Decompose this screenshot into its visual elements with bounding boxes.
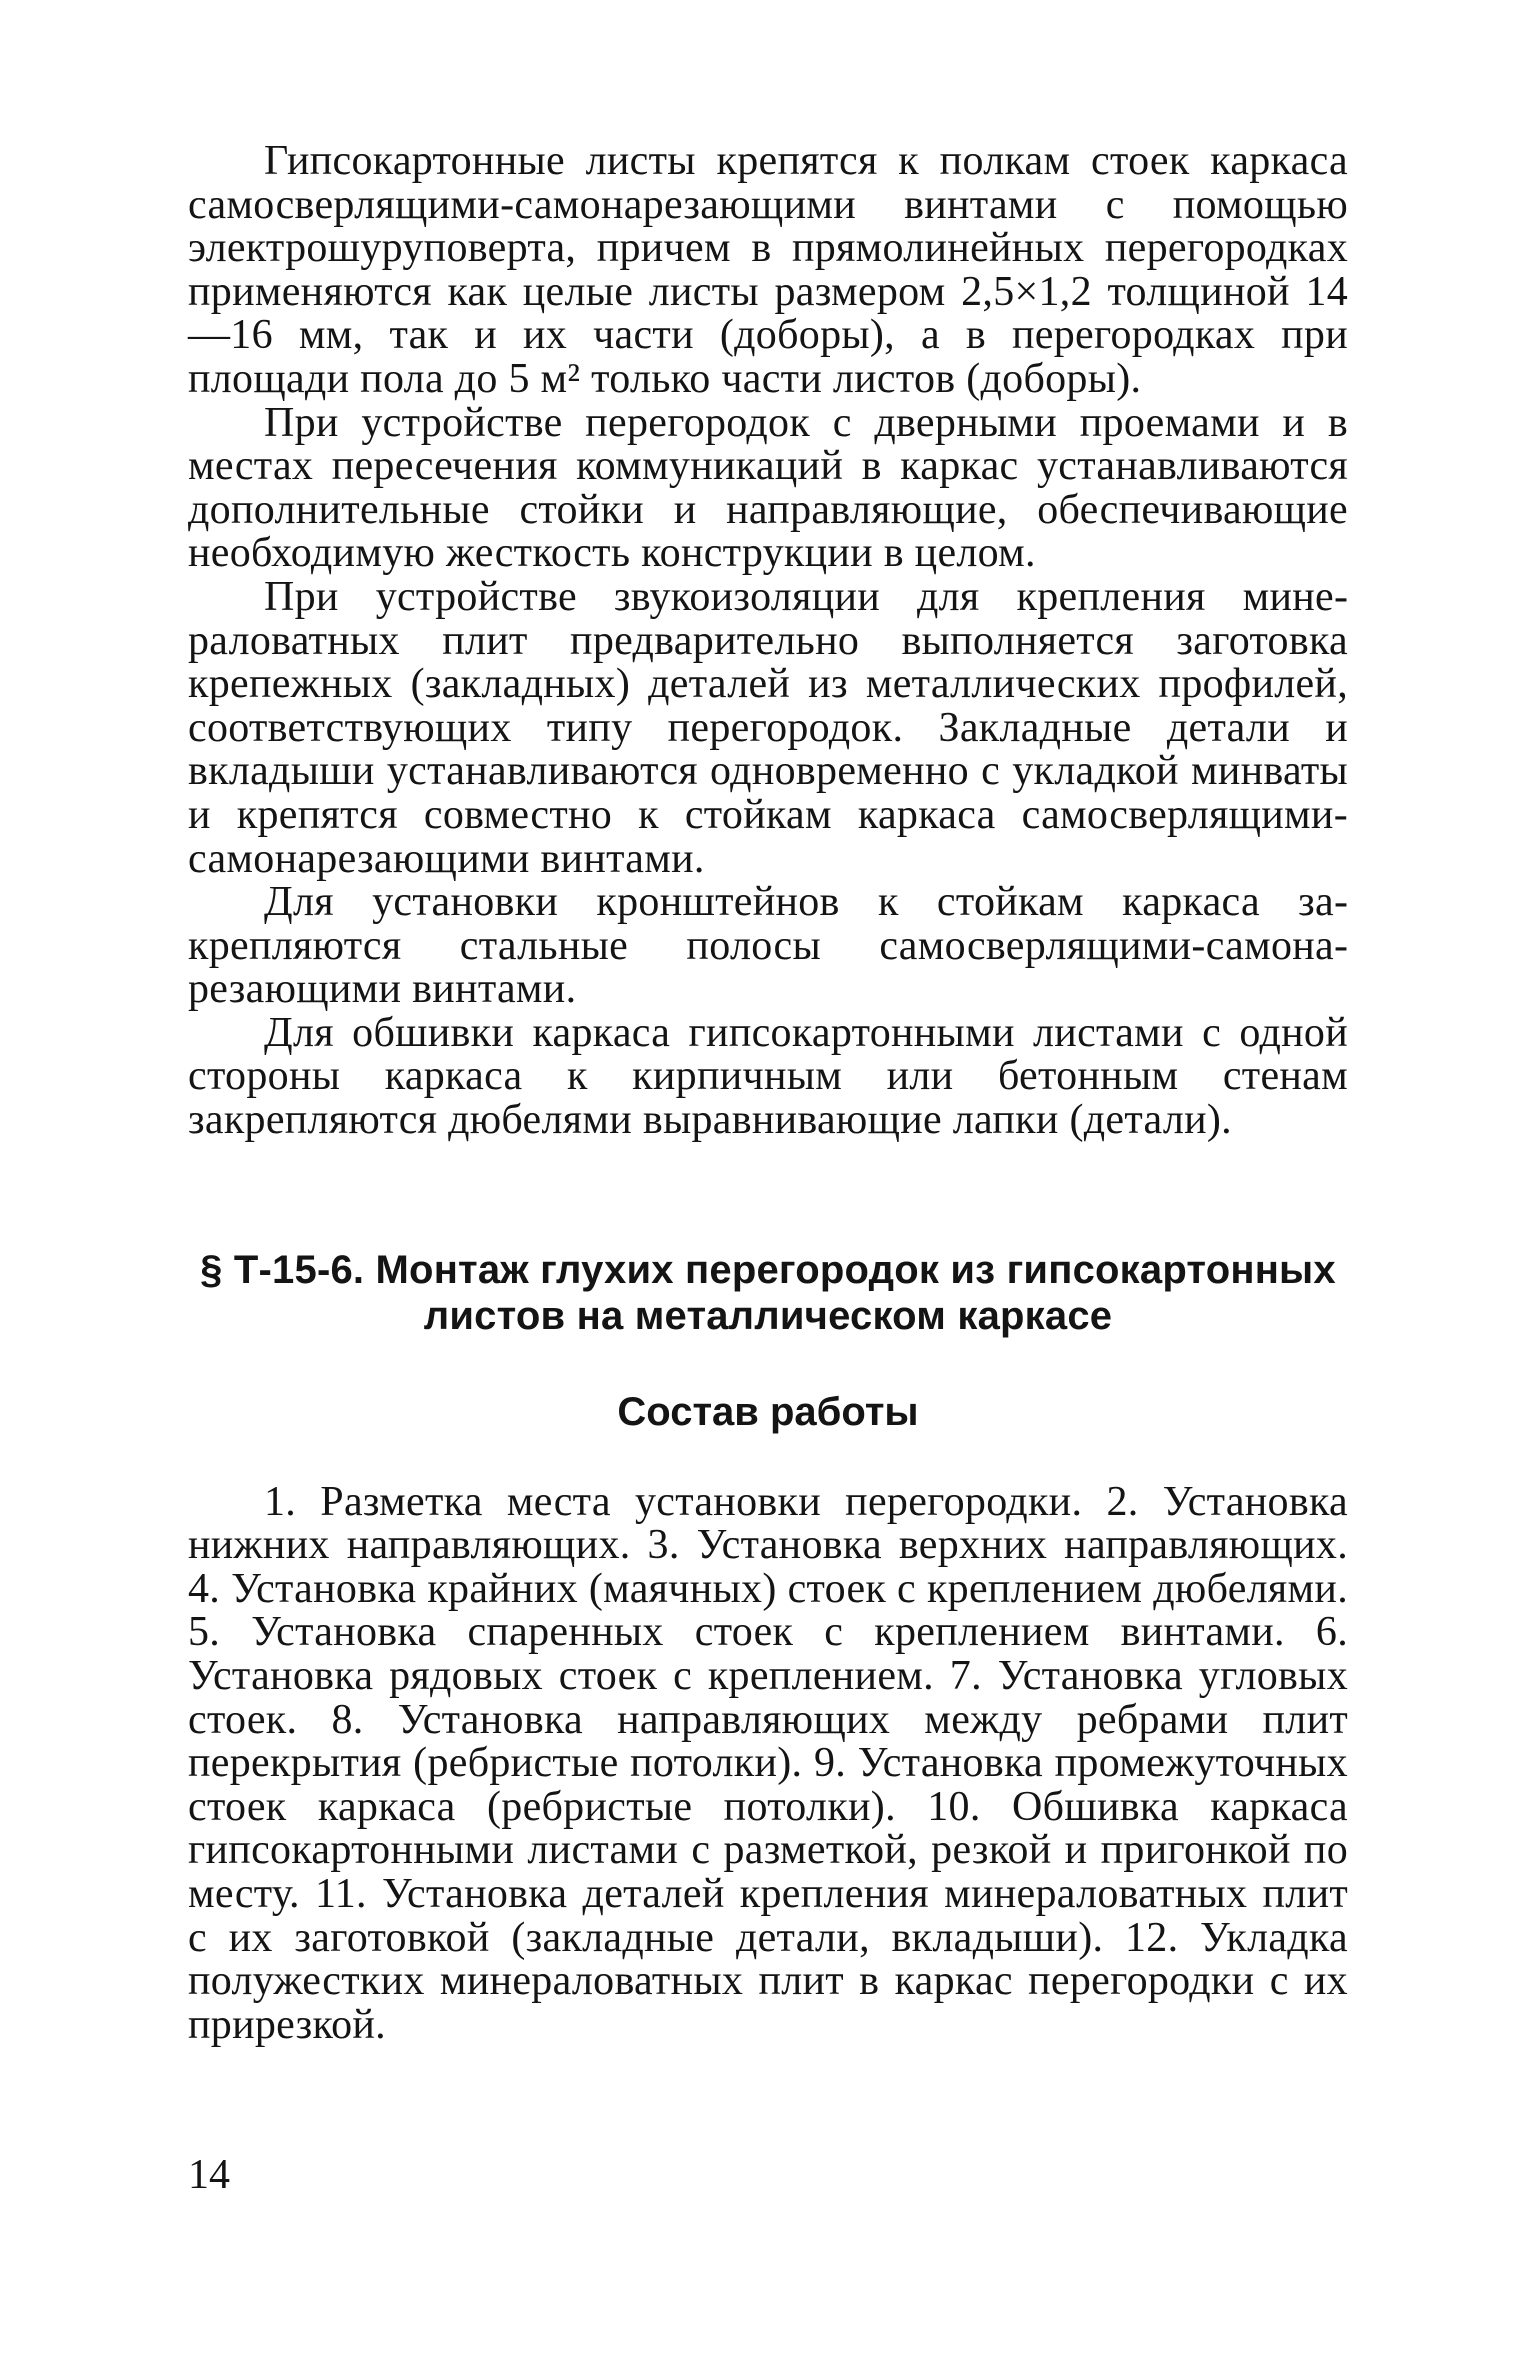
paragraph-brackets: Для установки кронштейнов к стойкам каркаса закрепляются стальные полосы самосверлящими-самонарезающими винтами. xyxy=(188,879,1348,1013)
paragraph-drywall-fastening: Гипсокартонные листы крепятся к полкам стоек каркаса самосверлящими-самонарезающими винтами с помощью электрошуруповерта, причем в прямолинейных перегородках применяются как целые листы размером 2,5×1,2 толщиной 14—16 мм, так и их части (доборы), а в перегородках при площади пола до 5 м² только части листов (доборы). xyxy=(188,138,1348,402)
page-number: 14 xyxy=(188,2152,230,2198)
document-page xyxy=(188,140,1348,2047)
paragraph-sound-insulation: При устройстве звукоизоляции для крепления минераловатных плит предварительно выполняется заготовка крепежных (закладных) деталей из металлических профилей, соответствующих типу перегородок. Закладные детали и вкладыши устанавливаются одновременно с укладкой минваты и крепятся совместно к стойкам каркаса самосверлящими-самонарезающими винтами. xyxy=(188,573,1348,882)
paragraph-sheathing: Для обшивки каркаса гипсокартонными листами с одной стороны каркаса к кирпичным или бетонным стенам закрепляются дюбелями выравнивающие лапки (детали). xyxy=(188,1009,1348,1144)
paragraph-door-openings: При устройстве перегородок с дверными проемами и в местах пересечения коммуникаций в каркас устанавливаются дополнительные стойки и направляющие, обеспечивающие необходимую жесткость конструкции в целом. xyxy=(188,399,1348,577)
section-heading-line-1: § Т-15-6. Монтаж глухих перегородок из гипсокартонных xyxy=(200,1247,1336,1292)
section-heading-line-2: листов на металлическом каркасе xyxy=(423,1293,1113,1338)
section-heading xyxy=(188,1247,1348,1339)
work-composition-list: 1. Разметка места установки перегородки. 2. Установка нижних направляющих. 3. Установка верхних направляющих. 4. Установка крайних (маячных) стоек с креплением дюбелями. 5. Установка спаренных стоек с креплением винтами. 6. Установка рядовых стоек с креплением. 7. Установка угловых стоек. 8. Установка направляющих между ребрами плит перекрытия (ребристые потолки). 9. Установка промежуточных стоек каркаса (ребристые потолки). 10. Обшивка каркаса гипсокартонными листами с разметкой, резкой и пригонкой по месту. 11. Установка деталей крепления минераловатных плит с их заготовкой (закладные детали, вкладыши). 12. Укладка полужестких минераловатных плит в каркас перегородки с их прирезкой. xyxy=(188,1478,1348,2048)
work-composition-heading: Состав работы xyxy=(617,1389,919,1434)
